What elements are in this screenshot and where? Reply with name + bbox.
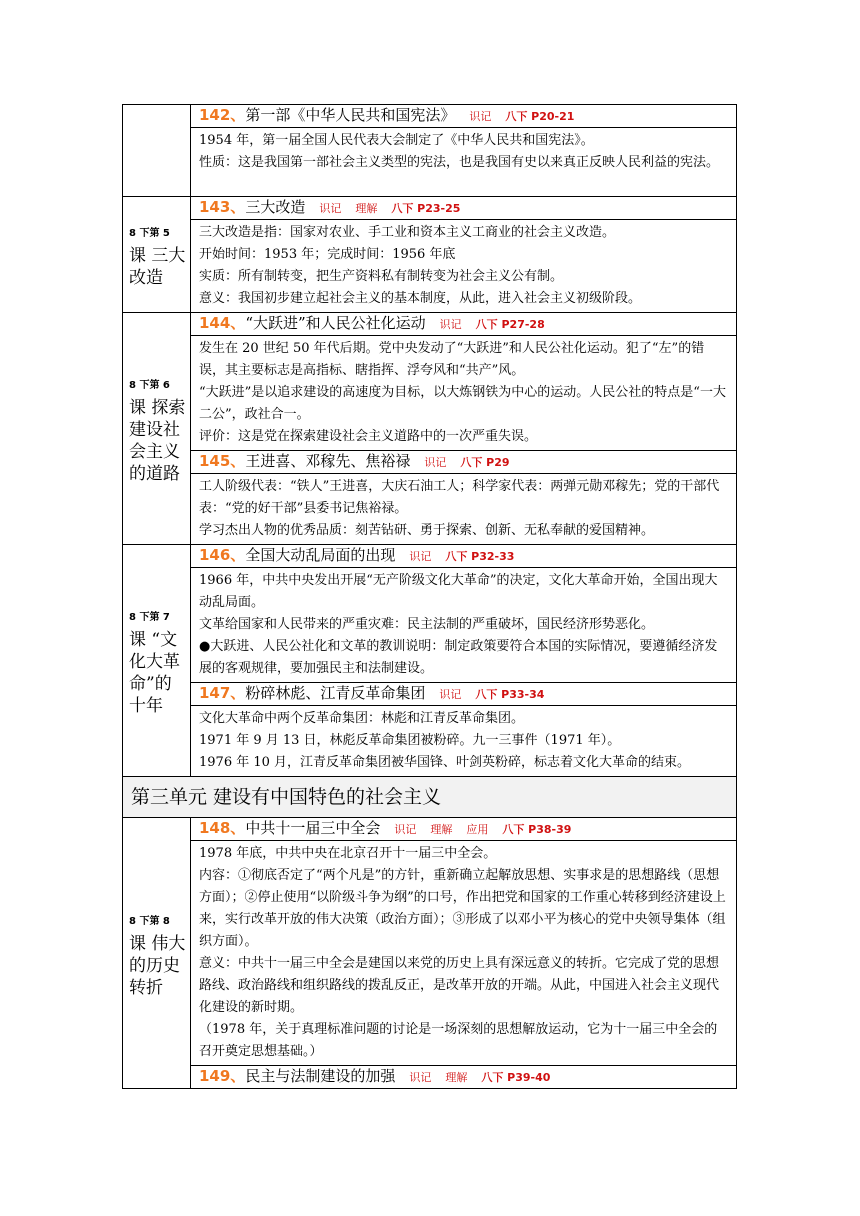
point-header-143 — [191, 197, 737, 220]
point-title: 第一部《中华人民共和国宪法》 — [245, 106, 456, 124]
body-line: 学习杰出人物的优秀品质：刻苦钻研、勇于探索、创新、无私奉献的爱国精神。 — [199, 523, 655, 538]
body-line: “大跃进”是以追求建设的高速度为目标，以大炼钢铁为中心的运动。人民公社的特点是“一大二公”，政社合一。 — [199, 385, 726, 422]
point-header-145 — [191, 451, 737, 474]
point-number: 149、 — [199, 1067, 246, 1085]
point-body-146 — [191, 568, 737, 683]
tag: 应用 — [466, 823, 489, 836]
point-body-145 — [191, 474, 737, 545]
point-header-148 — [191, 818, 737, 841]
body-line: 实质：所有制转变，把生产资料私有制转变为社会主义公有制。 — [199, 269, 564, 284]
point-tags — [319, 202, 474, 215]
page-ref: 八下 P32-33 — [445, 550, 515, 563]
point-tags — [394, 823, 585, 836]
tag: 识记 — [409, 550, 432, 563]
body-line: 1954 年，第一届全国人民代表大会制定了《中华人民共和国宪法》。 — [199, 133, 594, 148]
point-header-144 — [191, 313, 737, 336]
page-ref: 八下 P39-40 — [481, 1071, 551, 1084]
tag: 识记 — [439, 318, 462, 331]
lesson-cell-empty — [123, 105, 191, 197]
point-tags — [409, 550, 528, 563]
point-tags — [424, 456, 523, 469]
point-body-148 — [191, 841, 737, 1066]
lesson-title: 课 三大改造 — [129, 246, 186, 288]
tag: 识记 — [439, 688, 462, 701]
tag: 理解 — [445, 1071, 468, 1084]
point-body-142 — [191, 128, 737, 197]
body-line: 开始时间：1953 年；完成时间：1956 年底 — [199, 247, 456, 262]
tag: 理解 — [355, 202, 378, 215]
point-tags — [440, 318, 559, 331]
lesson-number: 8 下第 5 — [129, 228, 170, 239]
lesson-label-7 — [123, 545, 191, 777]
point-title: “大跃进”和人民公社化运动 — [245, 314, 426, 332]
lesson-label-6 — [123, 313, 191, 545]
body-line: ●大跃进、人民公社化和文革的教训说明：制定政策要符合本国的实际情况，要遵循经济发展的客观规律，要加强民主和法制建设。 — [199, 639, 718, 676]
lesson-title: 课 伟大的历史转折 — [129, 933, 186, 998]
lesson-label-5 — [123, 197, 191, 313]
point-title: 民主与法制建设的加强 — [245, 1067, 396, 1085]
lesson-title: 课 “文化大革命”的十年 — [129, 630, 180, 716]
unit-heading: 第三单元 建设有中国特色的社会主义 — [123, 777, 737, 818]
point-title: 粉碎林彪、江青反革命集团 — [245, 684, 426, 702]
knowledge-table — [122, 104, 737, 1089]
point-tags — [439, 688, 558, 701]
point-number: 144、 — [199, 314, 246, 332]
tag: 识记 — [394, 823, 417, 836]
lesson-number: 8 下第 8 — [129, 915, 170, 927]
point-title: 中共十一届三中全会 — [245, 819, 381, 837]
point-tags — [469, 110, 588, 123]
body-line: 工人阶级代表：“铁人”王进喜，大庆石油工人；科学家代表：两弹元勋邓稼先；党的干部代表：“党的好干部”县委书记焦裕禄。 — [199, 479, 720, 516]
point-body-143 — [191, 220, 737, 313]
tag: 理解 — [430, 823, 453, 836]
body-line: （1978 年，关于真理标准问题的讨论是一场深刻的思想解放运动，它为十一届三中全会的召开奠定思想基础。） — [199, 1022, 718, 1059]
body-line: 意义：中共十一届三中全会是建国以来党的历史上具有深远意义的转折。它完成了党的思想路线、政治路线和组织路线的拨乱反正，是改革开放的开端。从此，中国进入社会主义现代化建设的新时期。 — [199, 956, 720, 1015]
page-ref: 八下 P33-34 — [475, 688, 545, 701]
point-header-142 — [191, 105, 737, 128]
page-ref: 八下 P23-25 — [391, 202, 461, 215]
point-title: 三大改造 — [245, 198, 306, 216]
body-line: 性质：这是我国第一部社会主义类型的宪法，也是我国有史以来真正反映人民利益的宪法。 — [199, 155, 720, 170]
point-body-144 — [191, 336, 737, 451]
body-line: 评价：这是党在探索建设社会主义道路中的一次严重失误。 — [199, 429, 538, 444]
page-ref: 八下 P29 — [460, 456, 510, 469]
lesson-title: 课 探索建设社会主义的道路 — [129, 398, 186, 484]
tag: 识记 — [424, 456, 447, 469]
point-title: 王进喜、邓稼先、焦裕禄 — [245, 452, 411, 470]
tag: 识记 — [469, 110, 492, 123]
point-tags — [409, 1071, 564, 1084]
point-number: 143、 — [199, 198, 246, 216]
body-line: 1976 年 10 月，江青反革命集团被华国锋、叶剑英粉碎，标志着文化大革命的结束。 — [199, 755, 691, 770]
body-line: 意义：我国初步建立起社会主义的基本制度，从此，进入社会主义初级阶段。 — [199, 291, 642, 306]
point-body-147 — [191, 706, 737, 777]
page-ref: 八下 P20-21 — [505, 110, 575, 123]
body-line: 发生在 20 世纪 50 年代后期。党中央发动了“大跃进”和人民公社化运动。犯了“左”的错误，其主要标志是高指标、瞎指挥、浮夸风和“共产”风。 — [199, 341, 705, 378]
point-number: 146、 — [199, 546, 246, 564]
point-header-146 — [191, 545, 737, 568]
body-line: 三大改造是指：国家对农业、手工业和资本主义工商业的社会主义改造。 — [199, 225, 616, 240]
point-number: 145、 — [199, 452, 246, 470]
tag: 识记 — [409, 1071, 432, 1084]
point-header-147 — [191, 683, 737, 706]
page-ref: 八下 P38-39 — [502, 823, 572, 836]
lesson-number: 8 下第 7 — [129, 612, 170, 623]
body-line: 1966 年，中共中央发出开展“无产阶级文化大革命”的决定，文化大革命开始，全国出现大动乱局面。 — [199, 573, 718, 610]
point-number: 147、 — [199, 684, 246, 702]
point-title: 全国大动乱局面的出现 — [245, 546, 396, 564]
tag: 识记 — [319, 202, 342, 215]
body-line: 文化大革命中两个反革命集团：林彪和江青反革命集团。 — [199, 711, 525, 726]
lesson-number: 8 下第 6 — [129, 380, 170, 391]
lesson-label-8 — [123, 818, 191, 1089]
page-ref: 八下 P27-28 — [475, 318, 545, 331]
body-line: 文革给国家和人民带来的严重灾难：民主法制的严重破坏，国民经济形势恶化。 — [199, 617, 655, 632]
body-line: 内容：①彻底否定了“两个凡是”的方针，重新确立起解放思想、实事求是的思想路线（思想方面）；②停止使用“以阶级斗争为纲”的口号，作出把党和国家的工作重心转移到经济建设上来，实行改革开放的伟大决策（政治方面）；③形成了以邓小平为核心的党中央领导集体（组织方面）。 — [199, 868, 726, 949]
body-line: 1978 年底，中共中央在北京召开十一届三中全会。 — [199, 846, 497, 861]
point-number: 148、 — [199, 819, 246, 837]
point-header-149 — [191, 1066, 737, 1089]
body-line: 1971 年 9 月 13 日，林彪反革命集团被粉碎。九一三事件（1971 年）。 — [199, 733, 621, 748]
point-number: 142、 — [199, 106, 246, 124]
